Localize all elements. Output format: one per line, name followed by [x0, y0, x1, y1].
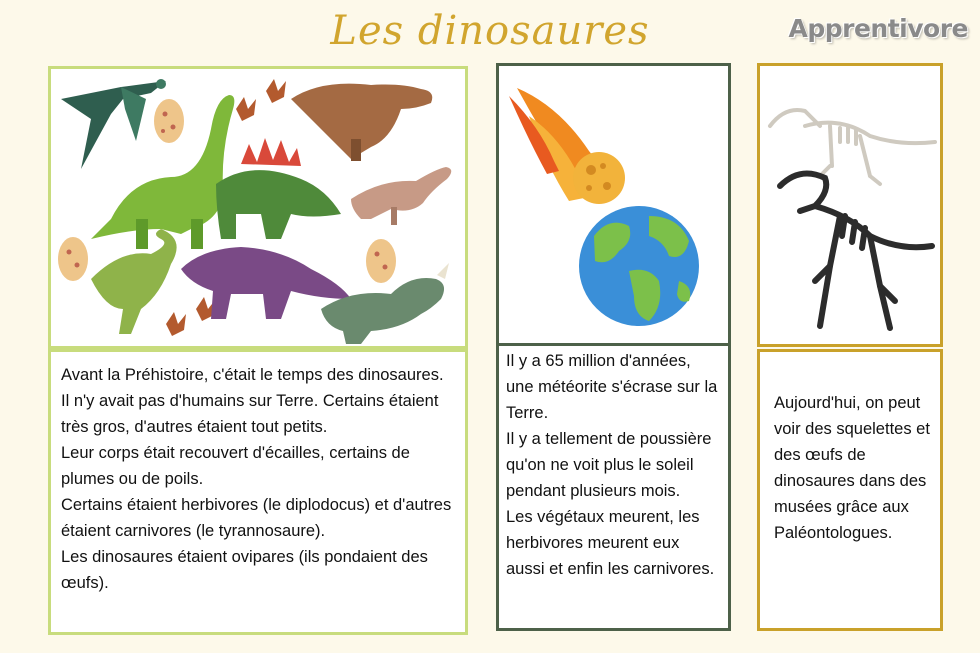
hadrosaur-icon [291, 84, 432, 161]
dinosaurs-illustration [51, 69, 465, 346]
egg-icon [154, 99, 184, 143]
paragraph: Certains étaient herbivores (le diplodocus) et d'autres étaient carnivores (le tyrannosaure). [61, 496, 452, 540]
prehistory-text-box [48, 349, 468, 635]
paragraph: Avant la Préhistoire, c'était le temps des dinosaures. Il n'y avait pas d'humains sur Terre. Certains étaient très gros, d'autres étaient tout petits. [61, 366, 444, 436]
meteor-image-box [496, 63, 731, 346]
brand-logo: Apprentivore [788, 14, 968, 43]
paragraph: Leur corps était recouvert d'écailles, certains de plumes ou de poils. [61, 444, 410, 488]
paragraph: Il y a tellement de poussière qu'on ne voit plus le soleil pendant plusieurs mois. [506, 430, 712, 500]
skeletons-image-box [757, 63, 943, 347]
pterodactyl-icon [61, 79, 166, 169]
page-title: Les dinosaures [330, 8, 650, 54]
paragraph: Il y a 65 million d'années, une météorite s'écrase sur la Terre. [506, 352, 718, 422]
paragraph: Aujourd'hui, on peut voir des squelettes et des œufs de dinosaures dans des musées grâce aux Paléontologues. [774, 394, 930, 542]
parasaurolophus-icon [91, 229, 177, 334]
museum-text-box [757, 349, 943, 631]
earth-icon [579, 206, 699, 326]
meteor-text-box [496, 343, 731, 631]
paragraph: Les végétaux meurent, les herbivores meurent eux aussi et enfin les carnivores. [506, 508, 715, 578]
meteorite-icon [509, 88, 625, 204]
egg-icon [58, 237, 88, 281]
meteor-earth-illustration [499, 66, 728, 343]
egg-icon [366, 239, 396, 283]
dinosaur-skeletons-illustration [760, 66, 940, 344]
stegosaurus-icon [216, 138, 341, 239]
dark-skeleton-icon [780, 174, 932, 329]
raptor-icon [351, 167, 451, 225]
paragraph: Les dinosaures étaient ovipares (ils pondaient des œufs). [61, 548, 428, 592]
dinosaurs-image-box [48, 66, 468, 349]
